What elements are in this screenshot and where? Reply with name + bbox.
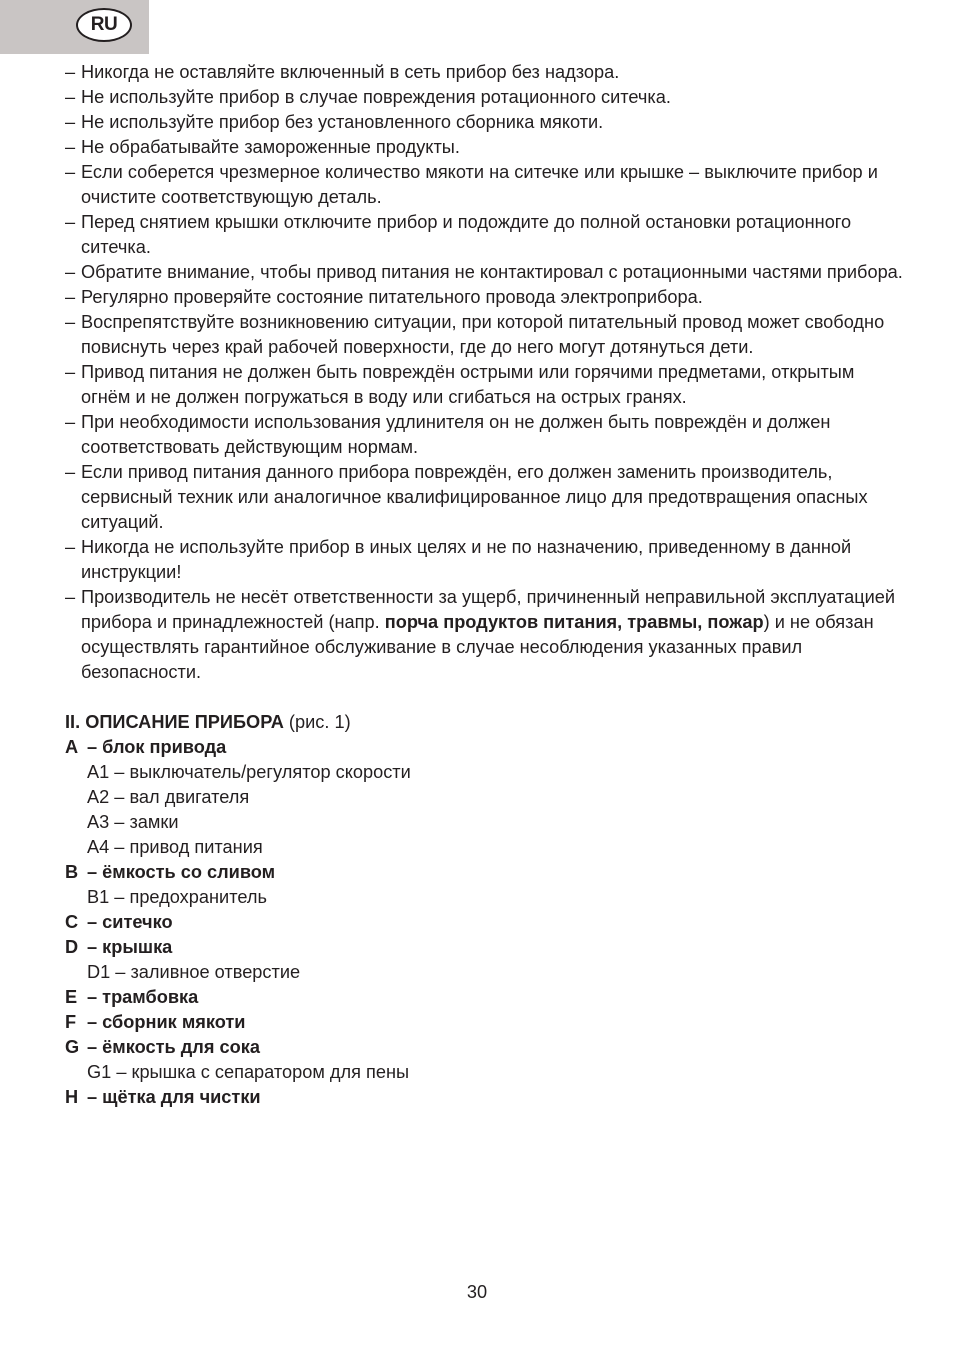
section-title-figure-ref: (рис. 1) — [283, 712, 351, 732]
part-label: – трамбовка — [87, 987, 199, 1007]
part-group-title — [65, 1010, 905, 1035]
part-group-title — [65, 985, 905, 1010]
warning-text: Не используйте прибор без установленного сборника мякоти. — [81, 112, 604, 132]
warning-text: Привод питания не должен быть повреждён острыми или горячими предметами, открытым огнём и не должен погружаться в воду или сгибаться на острых гранях. — [81, 362, 855, 407]
warning-item — [65, 110, 905, 135]
warning-text: Не обрабатывайте замороженные продукты. — [81, 137, 460, 157]
warning-item — [65, 310, 905, 360]
dash-marker: – — [65, 362, 76, 382]
dash-marker: – — [65, 62, 76, 82]
warning-item-liability — [65, 585, 905, 685]
dash-marker: – — [65, 87, 76, 107]
part-label: – щётка для чистки — [87, 1087, 261, 1107]
part-group-title — [65, 1035, 905, 1060]
warning-item — [65, 360, 905, 410]
warning-text: Если соберется чрезмерное количество мякоти на ситечке или крышке – выключите прибор и очистите соответствующую деталь. — [81, 162, 878, 207]
warning-item — [65, 285, 905, 310]
dash-marker: – — [65, 112, 76, 132]
part-label: – ёмкость со сливом — [87, 862, 276, 882]
dash-marker: – — [65, 312, 76, 332]
sub-part-item: A1 – выключатель/регулятор скорости — [87, 762, 411, 782]
warning-item — [65, 460, 905, 535]
part-group-title — [65, 910, 905, 935]
language-badge: RU — [76, 8, 132, 42]
liability-text-end: ) и не обязан осуществлять гарантийное обслуживание в случае несоблюдения указанных правил безопасности. — [81, 612, 874, 682]
part-letter: D — [65, 937, 79, 957]
part-letter: H — [65, 1087, 79, 1107]
section-title — [65, 710, 905, 735]
part-label: – ёмкость для сока — [87, 1037, 260, 1057]
warning-text: Если привод питания данного прибора повреждён, его должен заменить производитель, сервисный техник или аналогичное квалифицированное лицо для предотвращения опасных ситуаций. — [81, 462, 868, 532]
part-group-title — [65, 1085, 905, 1110]
warning-item — [65, 160, 905, 210]
warning-text: Регулярно проверяйте состояние питательного провода электроприбора. — [81, 287, 703, 307]
warning-text: Не используйте прибор в случае повреждения ротационного ситечка. — [81, 87, 671, 107]
liability-text-bold: порча продуктов питания, травмы, пожар — [384, 612, 764, 632]
liability-text-start: Производитель не несёт ответственности за ущерб, причиненный неправильной эксплуатацией прибора и принадлежностей (напр. — [81, 587, 896, 632]
part-letter: F — [65, 1012, 77, 1032]
part-group-title — [65, 935, 905, 960]
dash-marker: – — [65, 162, 76, 182]
part-letter: A — [65, 737, 79, 757]
dash-marker: – — [65, 212, 76, 232]
warning-item — [65, 410, 905, 460]
part-label: – блок привода — [87, 737, 227, 757]
warning-text: Перед снятием крышки отключите прибор и подождите до полной остановки ротационного ситечка. — [81, 212, 852, 257]
warning-text: Обратите внимание, чтобы привод питания не контактировал с ротационными частями прибора. — [81, 262, 903, 282]
part-letter: C — [65, 912, 79, 932]
dash-marker: – — [65, 412, 76, 432]
dash-marker: – — [65, 262, 76, 282]
warning-item — [65, 85, 905, 110]
warning-text: При необходимости использования удлинителя он не должен быть повреждён и должен соответствовать действующим нормам. — [81, 412, 831, 457]
warning-item — [65, 210, 905, 260]
parts-list — [65, 735, 905, 1110]
sub-part-item: B1 – предохранитель — [87, 887, 267, 907]
page-content — [65, 60, 905, 1110]
dash-marker: – — [65, 537, 76, 557]
part-group-title — [65, 860, 905, 885]
sub-part-item: A3 – замки — [87, 812, 179, 832]
part-group-title — [65, 735, 905, 760]
warning-item — [65, 260, 905, 285]
dash-marker: – — [65, 137, 76, 157]
warning-text: Никогда не используйте прибор в иных целях и не по назначению, приведенному в данной инструкции! — [81, 537, 852, 582]
language-tab — [0, 0, 149, 54]
dash-marker: – — [65, 287, 76, 307]
part-letter: E — [65, 987, 78, 1007]
part-letter: G — [65, 1037, 80, 1057]
part-label: – крышка — [87, 937, 173, 957]
warning-item — [65, 135, 905, 160]
device-description-section — [65, 710, 905, 1110]
warning-item — [65, 60, 905, 85]
warning-text: Никогда не оставляйте включенный в сеть прибор без надзора. — [81, 62, 620, 82]
dash-marker: – — [65, 587, 76, 607]
safety-warnings-list — [65, 60, 905, 685]
sub-part-item: A2 – вал двигателя — [87, 787, 250, 807]
section-title-bold: II. ОПИСАНИЕ ПРИБОРА — [65, 712, 284, 732]
page-number: 30 — [466, 1282, 488, 1302]
warning-text: Воспрепятствуйте возникновению ситуации, при которой питательный провод может свободно повиснуть через край рабочей поверхности, где до него могут дотянуться дети. — [81, 312, 885, 357]
part-label: – ситечко — [87, 912, 173, 932]
sub-part-item: G1 – крышка с сепаратором для пены — [87, 1062, 410, 1082]
part-letter: B — [65, 862, 79, 882]
part-label: – сборник мякоти — [87, 1012, 246, 1032]
warning-item — [65, 535, 905, 585]
dash-marker: – — [65, 462, 76, 482]
sub-part-item: A4 – привод питания — [87, 837, 263, 857]
sub-part-item: D1 – заливное отверстие — [87, 962, 301, 982]
